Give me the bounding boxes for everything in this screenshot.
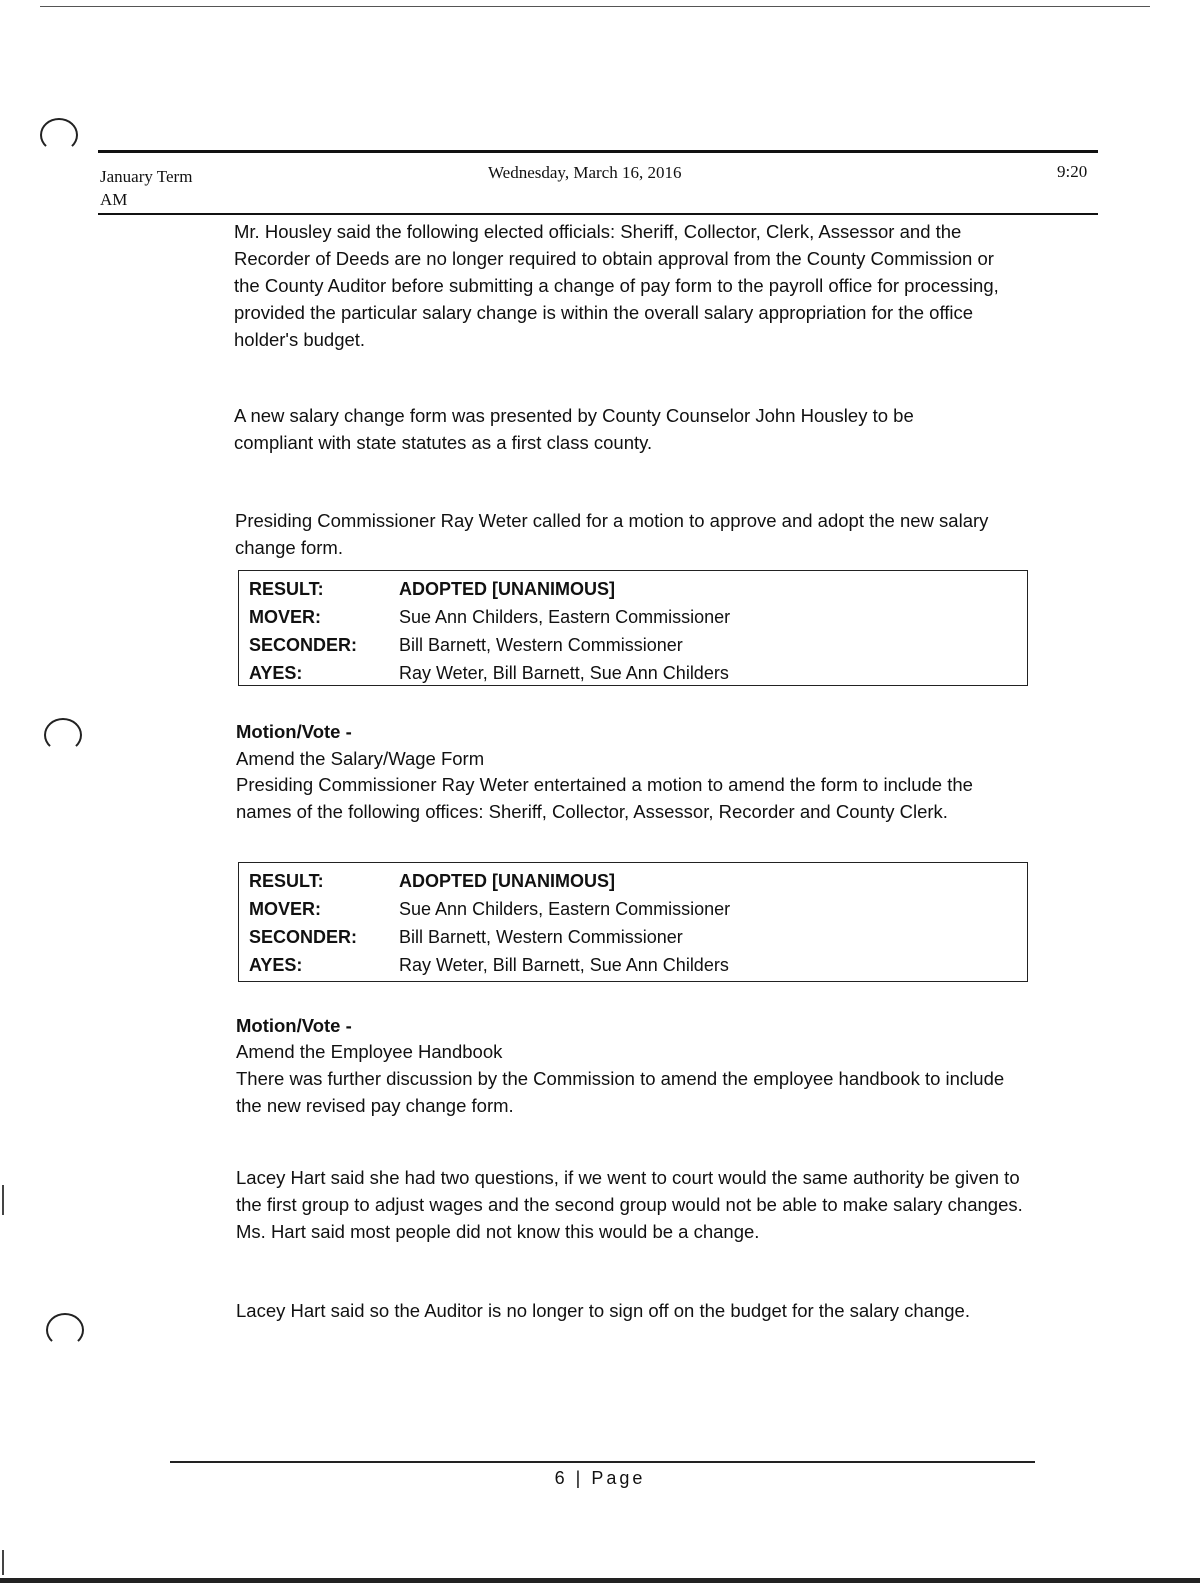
vote-label: RESULT: (249, 578, 324, 599)
paragraph-hart-auditor: Lacey Hart said so the Auditor is no longer to sign off on the budget for the salary change. (236, 1300, 970, 1321)
scan-margin-mark (2, 1550, 4, 1575)
motion-heading: Motion/Vote - (236, 1015, 352, 1036)
motion-subject: Amend the Salary/Wage Form (236, 748, 485, 769)
header-ampm: AM (100, 190, 128, 209)
vote-mover-value: Sue Ann Childers, Eastern Commissioner (399, 606, 731, 627)
vote-label: AYES: (249, 954, 303, 975)
vote-row-ayes (249, 659, 1027, 687)
vote-label: AYES: (249, 662, 303, 683)
vote-row-result (249, 575, 1027, 603)
punch-hole-icon (40, 118, 78, 152)
page-number: 6 | Page (554, 1468, 646, 1488)
punch-hole-icon (44, 718, 82, 752)
vote-row-seconder (249, 631, 1027, 659)
motion-heading: Motion/Vote - (236, 721, 352, 742)
paragraph-housley-officials: Mr. Housley said the following elected officials: Sheriff, Collector, Clerk, Assessor and the Recorder of Deeds are no longer required to obtain approval from the County Commission or the County Auditor before submitting a change of pay form to the payroll office for processing, provided the particular salary change is within the overall salary appropriation for the office holder's budget. (234, 221, 999, 350)
motion-subject: Amend the Employee Handbook (236, 1041, 503, 1062)
vote-row-ayes (249, 951, 1027, 979)
vote-label: RESULT: (249, 870, 324, 891)
vote-ayes-value: Ray Weter, Bill Barnett, Sue Ann Childers (399, 662, 729, 683)
vote-row-seconder (249, 923, 1027, 951)
vote-result-table (238, 862, 1028, 982)
vote-result-value: ADOPTED [UNANIMOUS] (399, 578, 615, 599)
vote-result-table (238, 570, 1028, 686)
vote-mover-value: Sue Ann Childers, Eastern Commissioner (399, 898, 731, 919)
vote-ayes-value: Ray Weter, Bill Barnett, Sue Ann Childers (399, 954, 729, 975)
vote-row-mover (249, 603, 1027, 631)
scan-margin-mark (2, 1185, 4, 1215)
punch-hole-icon (46, 1313, 84, 1347)
motion-text: Presiding Commissioner Ray Weter entertained a motion to amend the form to include the names of the following offices: Sheriff, Collector, Assessor, Recorder and County Clerk. (236, 774, 973, 822)
footer-rule (170, 1461, 1035, 1463)
paragraph-call-for-motion: Presiding Commissioner Ray Weter called for a motion to approve and adopt the new salary change form. (235, 510, 989, 558)
header-rule-top (98, 150, 1098, 153)
header-rule-bottom (98, 213, 1098, 215)
header-term: January Term (100, 167, 193, 186)
header-date: Wednesday, March 16, 2016 (488, 163, 682, 182)
vote-row-result (249, 867, 1027, 895)
vote-label: MOVER: (249, 606, 321, 627)
vote-seconder-value: Bill Barnett, Western Commissioner (399, 634, 683, 655)
paragraph-hart-questions: Lacey Hart said she had two questions, if we went to court would the same authority be given to the first group to adjust wages and the second group would not be able to make salary changes. Ms. Hart said most people did not know this would be a change. (236, 1167, 1023, 1242)
motion-text: There was further discussion by the Commission to amend the employee handbook to include the new revised pay change form. (236, 1068, 1005, 1116)
vote-row-mover (249, 895, 1027, 923)
vote-seconder-value: Bill Barnett, Western Commissioner (399, 926, 683, 947)
vote-label: MOVER: (249, 898, 321, 919)
vote-label: SECONDER: (249, 634, 358, 655)
scan-edge-line (40, 6, 1150, 7)
paragraph-new-salary-form: A new salary change form was presented by County Counselor John Housley to be compliant with state statutes as a first class county. (234, 405, 914, 453)
vote-label: SECONDER: (249, 926, 358, 947)
header-time: 9:20 (1057, 162, 1088, 181)
scan-bottom-edge (0, 1578, 1200, 1583)
vote-result-value: ADOPTED [UNANIMOUS] (399, 870, 615, 891)
